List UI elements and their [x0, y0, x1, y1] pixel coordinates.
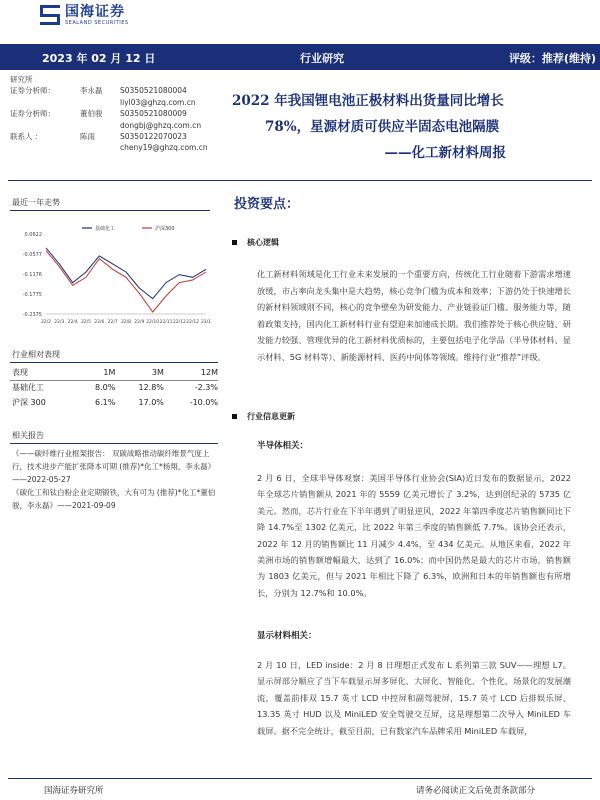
- analyst-block: [10, 74, 208, 154]
- analyst-row: cheny19@ghzq.com.cn: [120, 143, 208, 153]
- analyst-row: liyl03@ghzq.com.cn: [120, 97, 196, 107]
- legend-label: 基础化工: [95, 226, 116, 232]
- display-text: 2 月 10 日，LED inside：2 月 8 日理想正式发布 L 系列第三款 SUV——理想 L7。显示屏部分顺应了当下车载显示屏多屏化、大屏化、智能化、个性化、场景化的发展潮流，覆盖前排双 15.7 英寸 LCD 中控屏和副驾驶屏，15.7 英寸 LCD 后排娱乐屏、13.35 英寸 HUD 以及 MiniLED 安全驾驶交互屏，这是理想第二次导入 MiniLED 车载屏。据不完全统计，截至目前，已有数家汽车品牌采用 MiniLED 车载屏，: [257, 660, 571, 736]
- y-tick-label: -0.1176: [22, 272, 42, 278]
- x-tick-label: 22/7: [107, 320, 118, 325]
- institute-label: 研究所: [10, 75, 33, 84]
- x-tick-label: 22/4: [67, 320, 78, 325]
- x-tick-label: 22/5: [80, 320, 92, 325]
- core-logic-heading: 核心逻辑: [232, 237, 279, 248]
- relative-table: [12, 365, 218, 410]
- y-tick-label: -0.0577: [22, 252, 42, 258]
- bullet-square-icon: [232, 240, 237, 245]
- relative-divider: [10, 362, 218, 363]
- report-link[interactable]: 《碳化工和钛白粉企业定期锻铁，大有可为 (推荐)*化工*董伯骏，李永磊》——2021-09-09: [12, 488, 216, 510]
- x-tick-label: 22/12: [172, 320, 186, 325]
- x-tick-label: 22/6: [94, 320, 105, 325]
- core-logic-text: 化工新材料领域是化工行业未来发展的一个重要方向，传统化工行业随着下游需求增速放缓，市占率向龙头集中是大趋势，核心竞争门槛为成本和效率；下游仍处于快速增长的新材料领域则不同，核心的竞争壁垒为研发能力、产业链验证门槛、服务能力等，随着政策支持，国内化工新材料行业有望迎来加速成长期。我们推荐处于核心供应链、研发能力较强、管理优异的化工新材料优质标的，主要包括电子化学品（半导体材料、显示材料、5G 材料等）、新能源材料、医药中间体等领域。维持行业“推荐”评级。: [257, 269, 571, 362]
- logo-icon: [40, 5, 60, 25]
- logo-cn: 国海证券: [65, 4, 125, 20]
- series-line: [46, 251, 206, 312]
- footer-left: 国海证券研究所: [44, 786, 104, 796]
- page-footer: [8, 778, 592, 796]
- x-tick-label: 22/11: [159, 320, 173, 325]
- trend-label: 最近一年走势: [12, 198, 60, 207]
- display-heading: 显示材料相关：: [257, 631, 317, 641]
- table-line: [10, 380, 218, 381]
- analyst-row: 证券分析师： 李永磊 S0350521080004: [10, 86, 187, 96]
- report-date: 2023 年 02 月 12 日: [42, 52, 156, 65]
- x-tick-label: 23/1: [200, 320, 212, 325]
- company-logo: [40, 4, 129, 26]
- trend-divider: [10, 210, 210, 211]
- table-row: 沪深 300 6.1% 17.0% -10.0%: [12, 398, 218, 407]
- relative-label: 行业相对表现: [12, 350, 60, 359]
- x-tick-label: 22/3: [54, 320, 65, 325]
- reports-divider: [10, 443, 218, 444]
- y-tick-label: -0.2375: [22, 312, 42, 318]
- x-tick-label: 22/10: [146, 320, 160, 325]
- report-title: 2022 年我国锂电池正极材料出货量同比增长 78%，星源材质可供应半固态电池隔膜 ——化工新材料周报: [232, 93, 506, 161]
- header-bar: [0, 44, 600, 70]
- x-tick-label: 22/9: [134, 320, 145, 325]
- report-link[interactable]: 《——碳纤维行业框架报告： 双碳战略推动碳纤维景气度上行，技术进步产能扩张降本可期 (推荐)*化工*杨翔，李永磊》——2022-05-27: [12, 449, 216, 484]
- table-row: 表现 1M 3M 12M: [12, 368, 218, 377]
- y-tick-label: 0.0622: [24, 232, 42, 238]
- report-rating: 评级：推荐(维持): [508, 52, 596, 65]
- legend-label: 沪深300: [155, 226, 175, 232]
- series-line: [46, 248, 206, 299]
- analyst-row: 联系人 ： 陈雨 S0350122070023: [10, 132, 187, 142]
- x-tick-label: 22/2: [40, 320, 52, 325]
- x-tick-label: 22/12: [186, 320, 200, 325]
- trend-chart: [10, 222, 210, 332]
- keypoints-heading: 投资要点：: [234, 197, 300, 212]
- bullet-square-icon: [232, 414, 237, 419]
- reports-label: 相关报告: [12, 431, 44, 440]
- x-tick-label: 22/8: [120, 320, 132, 325]
- industry-news-heading: 行业信息更新: [232, 411, 295, 422]
- analyst-row: dongbj@ghzq.com.cn: [120, 120, 202, 130]
- semi-text: 2 月 6 日，全球半导体观察：美国半导体行业协会(SIA)近日发布的数据显示，2022 年全球芯片销售额从 2021 年的 5559 亿美元增长了 3.2%，达到创纪录的 5735 亿美元。然而，芯片行业在下半年遇到了明显逆风，2022 年第四季度芯片销售额同比下降 14.7%至 1302 亿美元，比 2022 年第三季度的销售额低 7.7%。该协会还表示，2022 年 12 月的销售额比 11 月减少 4.4%，至 434 亿美元。从地区来看，2022 年美洲市场的销售额增幅最大，达到了 16.0%；而中国仍然是最大的芯片市场，销售额为 1803 亿美元，但与 2021 年相比下降了 6.3%，欧洲和日本的年销售额也有所增长，分别为 12.7%和 10.0%。: [257, 473, 571, 598]
- semi-heading: 半导体相关：: [257, 441, 309, 451]
- analyst-row: 证券分析师： 董伯骏 S0350521080009: [10, 109, 187, 119]
- trend-chart-svg: [10, 222, 210, 332]
- logo-en: SEALAND SECURITIES: [65, 20, 129, 26]
- header-divider: [8, 180, 592, 181]
- table-row: 基础化工 8.0% 12.8% -2.3%: [12, 383, 218, 392]
- related-reports: [12, 447, 220, 512]
- y-tick-label: -0.1775: [22, 292, 42, 298]
- report-type: 行业研究: [300, 52, 344, 65]
- footer-disclaimer: 请务必阅读正文后免责条款部分: [416, 786, 536, 796]
